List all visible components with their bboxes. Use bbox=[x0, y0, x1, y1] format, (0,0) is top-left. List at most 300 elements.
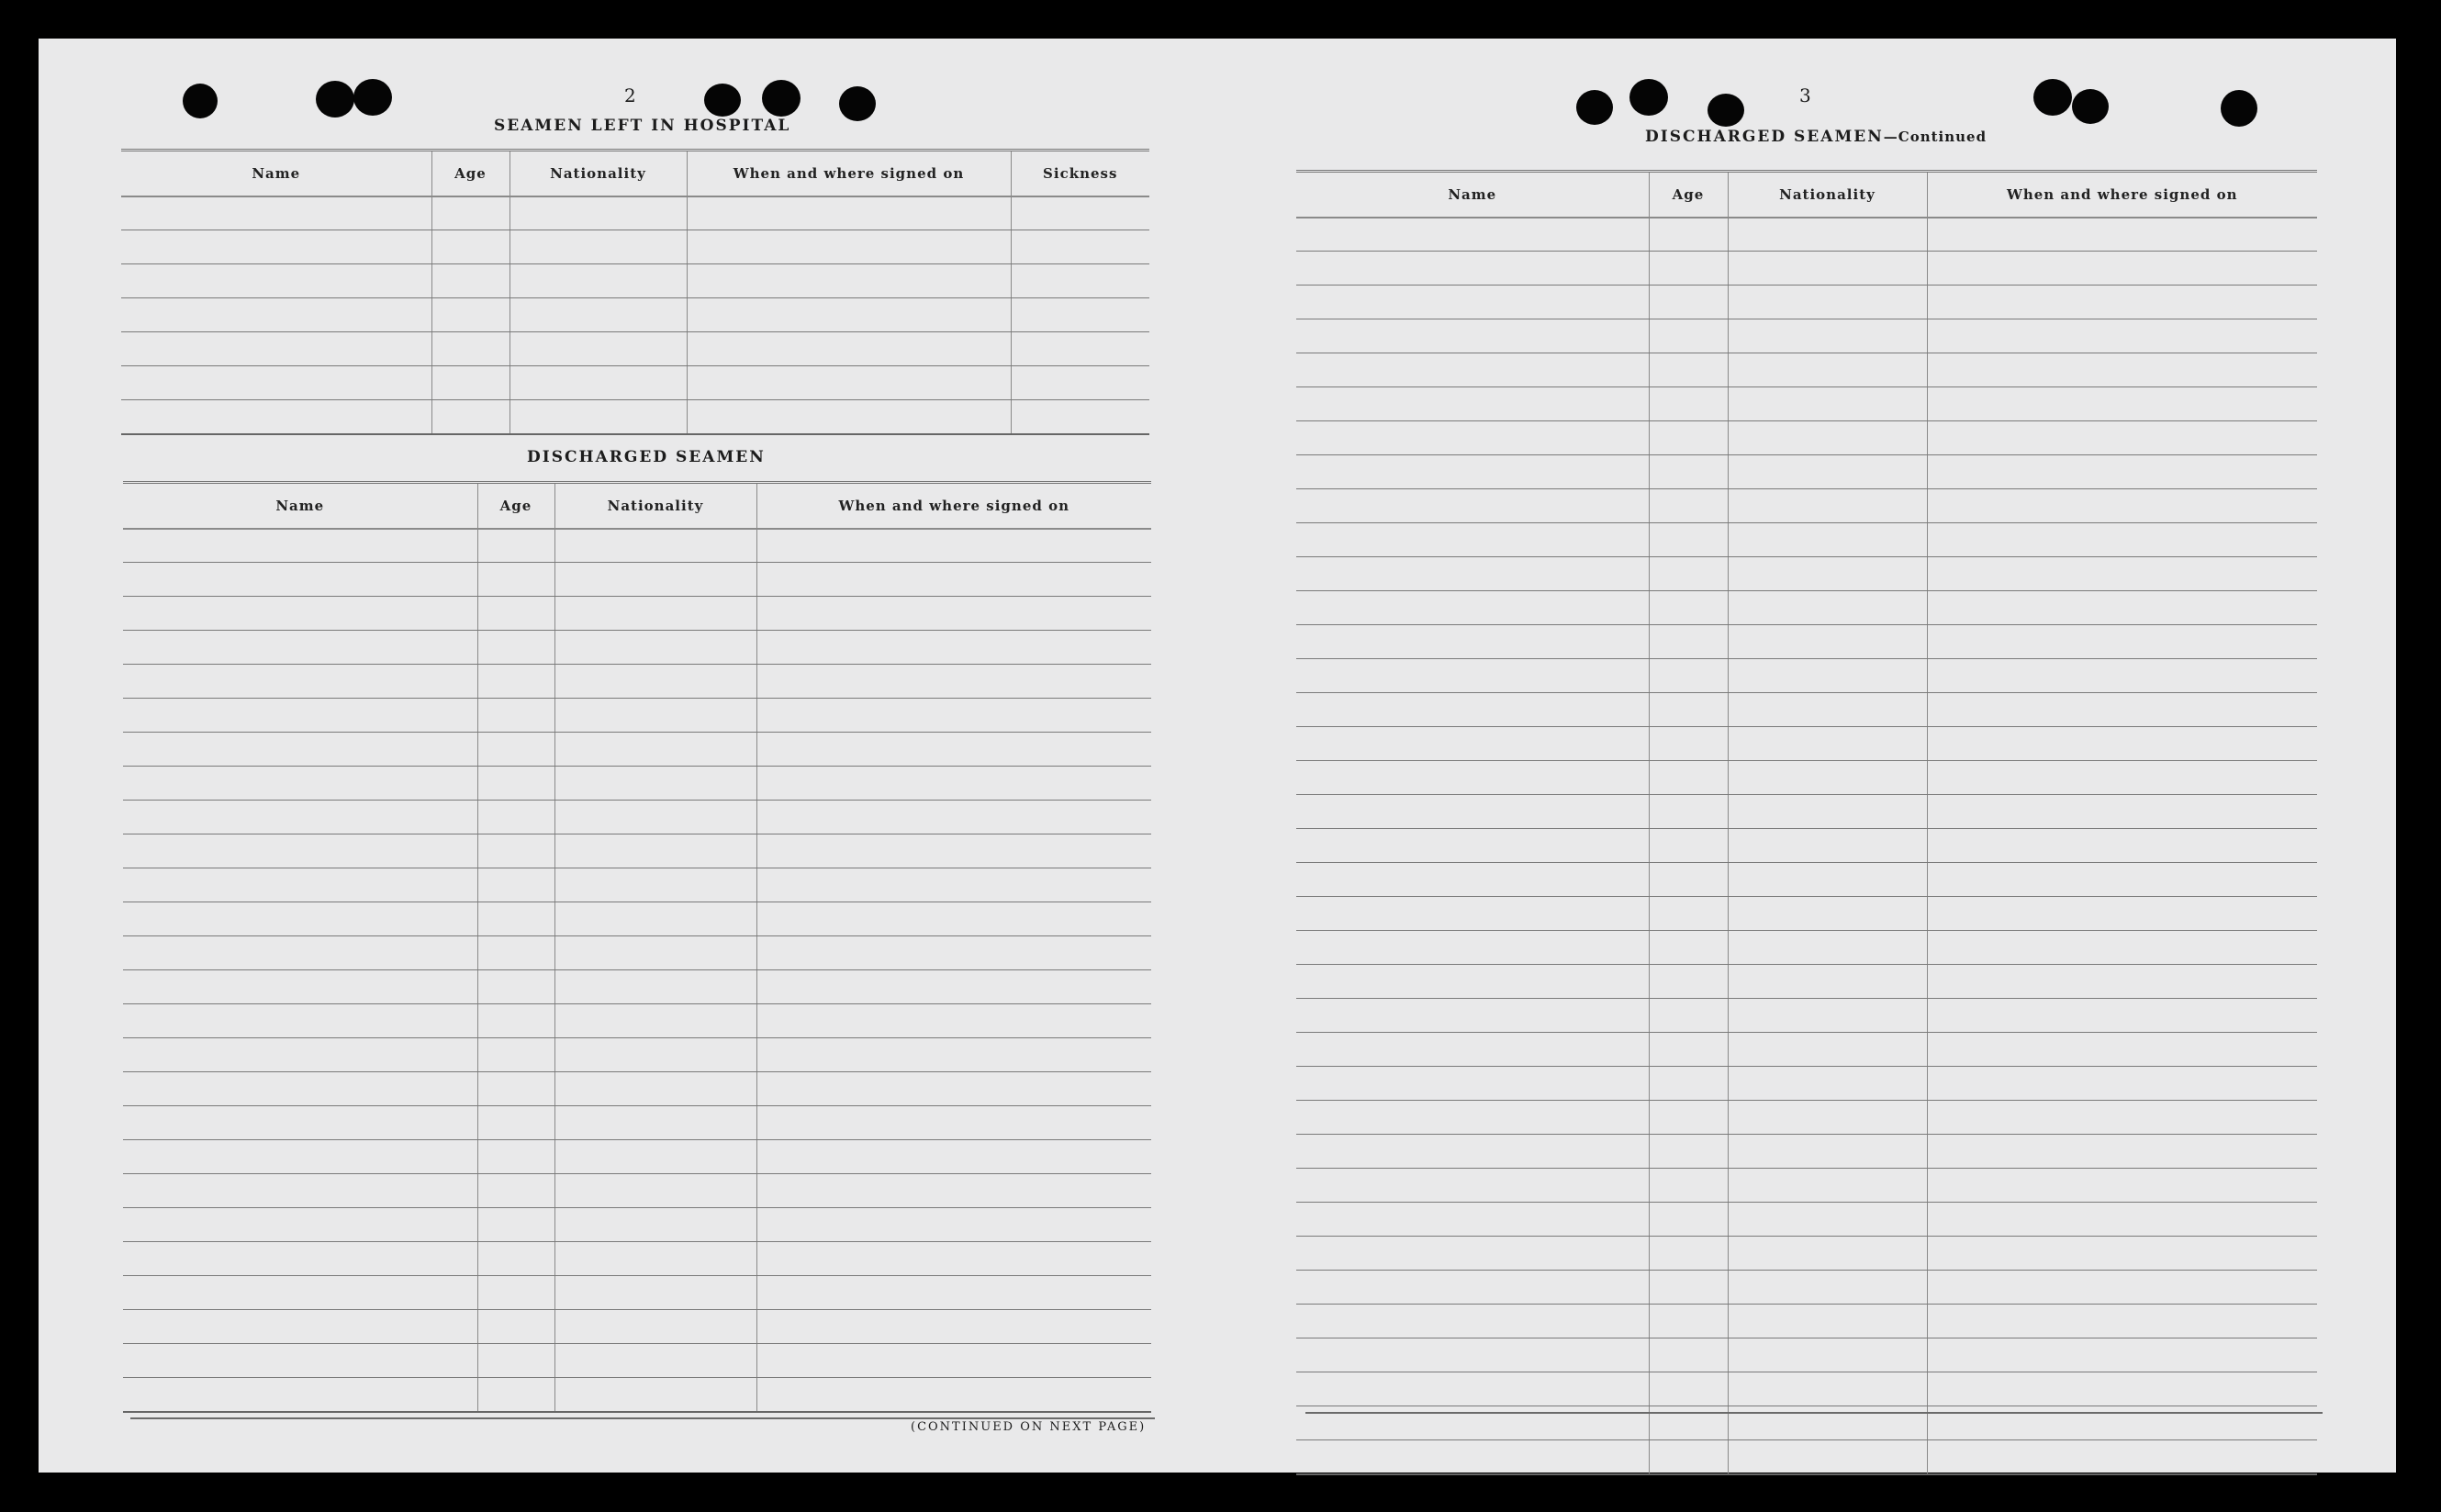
table-cell bbox=[1296, 1305, 1649, 1338]
punch-hole-icon bbox=[2072, 89, 2109, 124]
table-cell bbox=[1728, 863, 1927, 897]
table-cell bbox=[477, 699, 554, 733]
table-cell bbox=[1927, 1135, 2317, 1169]
footer-rule bbox=[130, 1417, 1155, 1419]
table-row bbox=[1296, 1101, 2317, 1135]
table-cell bbox=[1927, 1169, 2317, 1203]
table-cell bbox=[1927, 1101, 2317, 1135]
table-row bbox=[121, 400, 1149, 434]
table-cell bbox=[1649, 965, 1728, 999]
table-cell bbox=[1927, 931, 2317, 965]
table-cell bbox=[1927, 252, 2317, 286]
table-cell bbox=[1296, 1101, 1649, 1135]
table-cell bbox=[554, 529, 756, 563]
table-cell bbox=[1649, 999, 1728, 1033]
table-cell bbox=[1649, 489, 1728, 523]
table-cell bbox=[756, 1242, 1151, 1276]
table-cell bbox=[756, 733, 1151, 767]
column-header: Nationality bbox=[1728, 172, 1927, 218]
column-header: Nationality bbox=[509, 151, 687, 196]
column-header: Age bbox=[1649, 172, 1728, 218]
table-cell bbox=[756, 1072, 1151, 1106]
table-row bbox=[123, 801, 1151, 834]
table-cell bbox=[1296, 1271, 1649, 1305]
table-cell bbox=[554, 1310, 756, 1344]
table-cell bbox=[756, 597, 1151, 631]
table-cell bbox=[477, 868, 554, 902]
table-cell bbox=[477, 902, 554, 936]
table-cell bbox=[554, 1378, 756, 1412]
table-cell bbox=[477, 1004, 554, 1038]
table-cell bbox=[687, 400, 1011, 434]
table-cell bbox=[123, 868, 477, 902]
table-cell bbox=[123, 1140, 477, 1174]
punch-hole-icon bbox=[2221, 90, 2257, 127]
table-row bbox=[1296, 252, 2317, 286]
table-cell bbox=[1927, 421, 2317, 455]
punch-hole-icon bbox=[353, 79, 392, 116]
table-row bbox=[1296, 353, 2317, 387]
table-cell bbox=[1728, 829, 1927, 863]
table-cell bbox=[1728, 1305, 1927, 1338]
table-cell bbox=[1927, 286, 2317, 319]
table-cell bbox=[1927, 319, 2317, 353]
continued-suffix: —Continued bbox=[1883, 129, 1988, 145]
table-cell bbox=[477, 834, 554, 868]
table-cell bbox=[756, 834, 1151, 868]
table-row bbox=[123, 1072, 1151, 1106]
table-cell bbox=[1296, 1338, 1649, 1372]
table-cell bbox=[477, 1310, 554, 1344]
table-cell bbox=[477, 529, 554, 563]
table-cell bbox=[1011, 366, 1149, 400]
table-cell bbox=[1728, 1101, 1927, 1135]
table-cell bbox=[1649, 1169, 1728, 1203]
table-cell bbox=[1927, 1067, 2317, 1101]
table-cell bbox=[756, 1344, 1151, 1378]
table-cell bbox=[1296, 1033, 1649, 1067]
table-cell bbox=[554, 767, 756, 801]
table-row bbox=[1296, 1033, 2317, 1067]
table-cell bbox=[756, 665, 1151, 699]
table-cell bbox=[1296, 1237, 1649, 1271]
table-row bbox=[1296, 1338, 2317, 1372]
table-cell bbox=[1011, 298, 1149, 332]
table-cell bbox=[687, 366, 1011, 400]
table-row bbox=[123, 1174, 1151, 1208]
table-row bbox=[123, 1344, 1151, 1378]
table-cell bbox=[554, 597, 756, 631]
table-cell bbox=[123, 1038, 477, 1072]
table-row bbox=[121, 264, 1149, 298]
table-cell bbox=[1649, 1305, 1728, 1338]
table-cell bbox=[1011, 196, 1149, 230]
table-cell bbox=[477, 665, 554, 699]
table-cell bbox=[1728, 1271, 1927, 1305]
table-row bbox=[123, 631, 1151, 665]
table-row bbox=[123, 767, 1151, 801]
table-cell bbox=[477, 631, 554, 665]
table-cell bbox=[756, 631, 1151, 665]
table-row bbox=[123, 1242, 1151, 1276]
table-cell bbox=[123, 733, 477, 767]
table-cell bbox=[1649, 252, 1728, 286]
table-cell bbox=[1728, 897, 1927, 931]
table-row bbox=[1296, 557, 2317, 591]
table-cell bbox=[554, 1242, 756, 1276]
table-row bbox=[1296, 659, 2317, 693]
table-cell bbox=[477, 563, 554, 597]
document-sheet bbox=[39, 39, 2396, 1473]
table-cell bbox=[756, 868, 1151, 902]
table-cell bbox=[554, 733, 756, 767]
table-cell bbox=[1927, 829, 2317, 863]
table-row bbox=[1296, 965, 2317, 999]
table-row bbox=[1296, 1067, 2317, 1101]
table-row bbox=[1296, 931, 2317, 965]
table-cell bbox=[1296, 557, 1649, 591]
table-cell bbox=[1296, 218, 1649, 252]
table-cell bbox=[1649, 931, 1728, 965]
table-row bbox=[1296, 523, 2317, 557]
table-row bbox=[123, 1004, 1151, 1038]
table-cell bbox=[554, 1208, 756, 1242]
punch-hole-icon bbox=[1629, 79, 1668, 116]
table-cell bbox=[123, 1072, 477, 1106]
table-cell bbox=[1649, 829, 1728, 863]
table-cell bbox=[1927, 455, 2317, 489]
table-cell bbox=[1649, 1372, 1728, 1406]
table-row bbox=[1296, 761, 2317, 795]
column-header: Sickness bbox=[1011, 151, 1149, 196]
table-row bbox=[1296, 1203, 2317, 1237]
table-cell bbox=[123, 834, 477, 868]
table-cell bbox=[1728, 1135, 1927, 1169]
table-cell bbox=[1649, 1440, 1728, 1474]
table-cell bbox=[123, 631, 477, 665]
table-cell bbox=[1728, 1338, 1927, 1372]
table-cell bbox=[1728, 625, 1927, 659]
table-cell bbox=[477, 1344, 554, 1378]
table-cell bbox=[1927, 1033, 2317, 1067]
table-cell bbox=[121, 332, 431, 366]
table-cell bbox=[1927, 387, 2317, 421]
table-row bbox=[123, 1276, 1151, 1310]
table-cell bbox=[1728, 1033, 1927, 1067]
table-cell bbox=[1296, 965, 1649, 999]
table-cell bbox=[1649, 625, 1728, 659]
table-cell bbox=[756, 936, 1151, 970]
table-row bbox=[1296, 455, 2317, 489]
table-row bbox=[1296, 591, 2317, 625]
column-header: Nationality bbox=[554, 483, 756, 529]
table-cell bbox=[1927, 218, 2317, 252]
table-cell bbox=[431, 264, 509, 298]
table-row bbox=[123, 1310, 1151, 1344]
table-cell bbox=[431, 298, 509, 332]
table-cell bbox=[1927, 353, 2317, 387]
discharged-continued-title bbox=[1645, 128, 1987, 146]
table-row bbox=[121, 332, 1149, 366]
table-cell bbox=[477, 936, 554, 970]
table-row bbox=[1296, 1372, 2317, 1406]
table-row bbox=[123, 1038, 1151, 1072]
table-cell bbox=[1927, 557, 2317, 591]
table-cell bbox=[1728, 1169, 1927, 1203]
table-cell bbox=[756, 1174, 1151, 1208]
table-cell bbox=[123, 563, 477, 597]
table-row bbox=[121, 196, 1149, 230]
table-cell bbox=[1296, 353, 1649, 387]
table-cell bbox=[554, 902, 756, 936]
table-cell bbox=[123, 1310, 477, 1344]
table-cell bbox=[123, 936, 477, 970]
discharged-table bbox=[123, 481, 1151, 1413]
table-cell bbox=[509, 366, 687, 400]
hospital-section-title: SEAMEN LEFT IN HOSPITAL bbox=[494, 117, 791, 135]
table-cell bbox=[554, 1072, 756, 1106]
table-cell bbox=[123, 1174, 477, 1208]
table-cell bbox=[121, 264, 431, 298]
table-cell bbox=[1728, 931, 1927, 965]
table-cell bbox=[477, 1106, 554, 1140]
table-cell bbox=[1649, 897, 1728, 931]
table-cell bbox=[1728, 1237, 1927, 1271]
table-cell bbox=[1296, 1203, 1649, 1237]
table-cell bbox=[1728, 591, 1927, 625]
table-cell bbox=[477, 733, 554, 767]
punch-hole-icon bbox=[1576, 90, 1613, 125]
punch-hole-icon bbox=[316, 81, 354, 118]
table-cell bbox=[123, 970, 477, 1004]
table-cell bbox=[477, 1276, 554, 1310]
table-cell bbox=[687, 264, 1011, 298]
column-header: Name bbox=[123, 483, 477, 529]
table-cell bbox=[1927, 489, 2317, 523]
punch-hole-icon bbox=[183, 84, 218, 118]
discharged-section-title: DISCHARGED SEAMEN bbox=[527, 448, 766, 466]
table-cell bbox=[1649, 1338, 1728, 1372]
table-cell bbox=[687, 196, 1011, 230]
table-row bbox=[123, 1208, 1151, 1242]
table-cell bbox=[687, 230, 1011, 264]
table-cell bbox=[1296, 489, 1649, 523]
table-row bbox=[1296, 727, 2317, 761]
table-cell bbox=[477, 1174, 554, 1208]
table-cell bbox=[1728, 252, 1927, 286]
table-cell bbox=[1296, 591, 1649, 625]
table-cell bbox=[121, 298, 431, 332]
table-cell bbox=[477, 1242, 554, 1276]
table-cell bbox=[1927, 1237, 2317, 1271]
table-row bbox=[123, 834, 1151, 868]
table-cell bbox=[1728, 965, 1927, 999]
table-cell bbox=[1728, 489, 1927, 523]
table-cell bbox=[431, 196, 509, 230]
table-cell bbox=[1296, 523, 1649, 557]
hospital-table bbox=[121, 149, 1149, 435]
table-cell bbox=[1728, 1372, 1927, 1406]
column-header: When and where signed on bbox=[756, 483, 1151, 529]
table-cell bbox=[123, 529, 477, 563]
table-cell bbox=[477, 970, 554, 1004]
table-cell bbox=[1927, 965, 2317, 999]
table-cell bbox=[1728, 659, 1927, 693]
table-row bbox=[1296, 999, 2317, 1033]
table-row bbox=[1296, 1305, 2317, 1338]
table-cell bbox=[1927, 1440, 2317, 1474]
table-cell bbox=[1649, 659, 1728, 693]
table-cell bbox=[1296, 421, 1649, 455]
table-row bbox=[1296, 489, 2317, 523]
table-row bbox=[1296, 897, 2317, 931]
table-cell bbox=[1728, 387, 1927, 421]
table-cell bbox=[756, 1378, 1151, 1412]
column-header: Age bbox=[431, 151, 509, 196]
punch-hole-icon bbox=[1708, 94, 1744, 127]
table-cell bbox=[756, 1038, 1151, 1072]
table-cell bbox=[756, 1004, 1151, 1038]
table-cell bbox=[756, 1310, 1151, 1344]
column-header: When and where signed on bbox=[687, 151, 1011, 196]
table-cell bbox=[554, 631, 756, 665]
table-cell bbox=[1296, 727, 1649, 761]
table-cell bbox=[554, 834, 756, 868]
table-cell bbox=[554, 1344, 756, 1378]
table-cell bbox=[554, 970, 756, 1004]
table-cell bbox=[431, 230, 509, 264]
table-cell bbox=[1649, 286, 1728, 319]
table-cell bbox=[1728, 1440, 1927, 1474]
table-row bbox=[121, 230, 1149, 264]
table-cell bbox=[121, 366, 431, 400]
table-row bbox=[1296, 1169, 2317, 1203]
table-cell bbox=[477, 1140, 554, 1174]
table-cell bbox=[1728, 319, 1927, 353]
table-cell bbox=[1296, 1372, 1649, 1406]
table-cell bbox=[554, 801, 756, 834]
table-cell bbox=[1927, 659, 2317, 693]
punch-hole-icon bbox=[839, 86, 876, 121]
table-cell bbox=[1296, 863, 1649, 897]
table-cell bbox=[687, 298, 1011, 332]
table-cell bbox=[1649, 761, 1728, 795]
table-cell bbox=[509, 230, 687, 264]
table-cell bbox=[1728, 727, 1927, 761]
table-cell bbox=[1728, 523, 1927, 557]
table-row bbox=[123, 699, 1151, 733]
table-cell bbox=[1296, 999, 1649, 1033]
table-cell bbox=[509, 196, 687, 230]
table-cell bbox=[1649, 863, 1728, 897]
table-cell bbox=[1728, 1067, 1927, 1101]
table-cell bbox=[477, 1038, 554, 1072]
table-cell bbox=[123, 1004, 477, 1038]
table-cell bbox=[1728, 999, 1927, 1033]
table-cell bbox=[1728, 353, 1927, 387]
table-cell bbox=[1011, 264, 1149, 298]
table-cell bbox=[756, 902, 1151, 936]
table-cell bbox=[477, 767, 554, 801]
punch-hole-icon bbox=[704, 84, 741, 117]
table-cell bbox=[121, 230, 431, 264]
table-row bbox=[123, 1378, 1151, 1412]
table-row bbox=[1296, 693, 2317, 727]
table-cell bbox=[1296, 829, 1649, 863]
table-cell bbox=[1296, 931, 1649, 965]
table-cell bbox=[123, 801, 477, 834]
table-row bbox=[123, 936, 1151, 970]
table-cell bbox=[1649, 557, 1728, 591]
table-cell bbox=[554, 1004, 756, 1038]
table-cell bbox=[1649, 523, 1728, 557]
table-cell bbox=[509, 332, 687, 366]
table-row bbox=[1296, 863, 2317, 897]
table-cell bbox=[509, 400, 687, 434]
table-row bbox=[123, 665, 1151, 699]
table-row bbox=[123, 970, 1151, 1004]
table-cell bbox=[1649, 1101, 1728, 1135]
table-cell bbox=[431, 366, 509, 400]
column-header: Age bbox=[477, 483, 554, 529]
table-cell bbox=[1927, 523, 2317, 557]
table-cell bbox=[1649, 727, 1728, 761]
table-cell bbox=[123, 1208, 477, 1242]
table-cell bbox=[756, 1140, 1151, 1174]
table-cell bbox=[1649, 387, 1728, 421]
table-cell bbox=[1011, 400, 1149, 434]
table-cell bbox=[123, 665, 477, 699]
table-cell bbox=[123, 767, 477, 801]
table-cell bbox=[477, 597, 554, 631]
column-header: Name bbox=[1296, 172, 1649, 218]
table-row bbox=[123, 902, 1151, 936]
table-cell bbox=[1296, 625, 1649, 659]
table-row bbox=[123, 597, 1151, 631]
table-cell bbox=[1296, 1169, 1649, 1203]
table-cell bbox=[1649, 218, 1728, 252]
table-cell bbox=[1296, 1067, 1649, 1101]
table-row bbox=[1296, 218, 2317, 252]
table-row bbox=[121, 298, 1149, 332]
table-cell bbox=[756, 563, 1151, 597]
table-row bbox=[123, 1106, 1151, 1140]
table-cell bbox=[756, 767, 1151, 801]
table-cell bbox=[756, 1106, 1151, 1140]
table-row bbox=[1296, 1237, 2317, 1271]
table-cell bbox=[1296, 897, 1649, 931]
table-cell bbox=[1649, 353, 1728, 387]
table-cell bbox=[554, 699, 756, 733]
table-cell bbox=[554, 936, 756, 970]
table-cell bbox=[1927, 1203, 2317, 1237]
table-row bbox=[1296, 286, 2317, 319]
table-cell bbox=[1927, 693, 2317, 727]
table-cell bbox=[1728, 761, 1927, 795]
table-cell bbox=[1296, 795, 1649, 829]
table-cell bbox=[1649, 1067, 1728, 1101]
table-row bbox=[123, 733, 1151, 767]
table-cell bbox=[1927, 1338, 2317, 1372]
table-row bbox=[1296, 387, 2317, 421]
table-cell bbox=[1728, 1203, 1927, 1237]
table-cell bbox=[1296, 319, 1649, 353]
table-cell bbox=[1649, 795, 1728, 829]
table-cell bbox=[1649, 1135, 1728, 1169]
table-cell bbox=[1296, 659, 1649, 693]
table-cell bbox=[1649, 1033, 1728, 1067]
table-cell bbox=[121, 400, 431, 434]
